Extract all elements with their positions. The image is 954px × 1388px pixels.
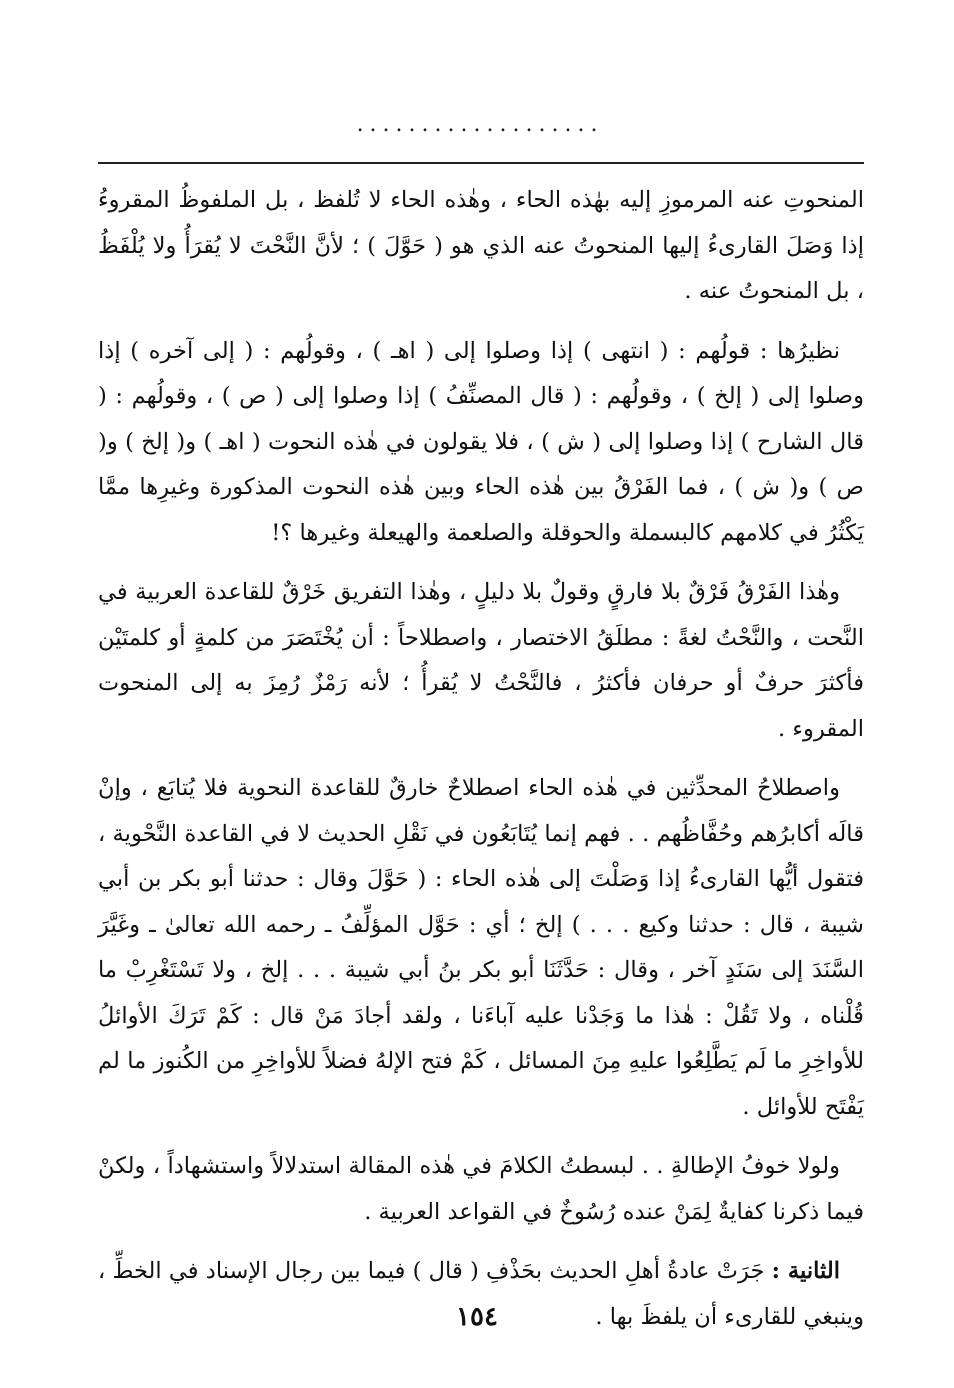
paragraph-text: وهٰذا الفَرْقُ فَرْقٌ بلا فارقٍ وقولٌ بلا دليلٍ ، وهٰذا التفريق خَرْقٌ للقاعدة العربية في النَّحت ، والنَّحْتُ لغةً : مطلَقُ الاختصار ، واصطلاحاً : أن يُخْتَصَرَ من كلمةٍ أو كلمتَيْن فأكثرَ حرفٌ أو حرفان فأكثرُ ، فالنَّحْتُ لا يُقرأُ ؛ لأنه رَمْزٌ رُمِزَ به إلى المنحوت المقروء .	[98, 579, 864, 742]
header-rule	[98, 162, 864, 164]
page-number: ١٥٤	[456, 1302, 498, 1332]
paragraph-text: واصطلاحُ المحدِّثين في هٰذه الحاء اصطلاحٌ خارقٌ للقاعدة النحوية فلا يُتابَع ، وإنْ قالَه أكابرُهم وحُفَّاظُهم . . فهم إنما يُتَابَعُون في نَقْلِ الحديث لا في القاعدة النَّحْوية ، فتقول أيُّها القارىءُ إذا وَصَلْتَ إلى هٰذه الحاء : ( حَوَّلَ وقال : حدثنا أبو بكر بن أبي شيبة ، قال : حدثنا وكيع . . . ) إلخ ؛ أي : حَوَّل المؤلِّفُ ـ رحمه الله تعالىٰ ـ وغَيَّرَ السَّنَدَ إلى سَنَدٍ آخر ، وقال : حَدَّثَنَا أبو بكر بنُ أبي شيبة . . . إلخ ، ولا تَسْتَغْرِبْ ما قُلْناه ، ولا تَقُلْ : هٰذا ما وَجَدْنا عليه آباءَنا ، ولقد أجادَ مَنْ قال : كَمْ تَرَكَ الأوائلُ للأواخِرِ ما لَم يَطَّلِعُوا عليهِ مِنَ المسائل ، كَمْ فتح الإلهُ فضلاً للأواخِرِ من الكُنوز ما لم يَفْتَح للأوائل .	[98, 775, 864, 1120]
paragraph-text: نظيرُها : قولُهم : ( انتهى ) إذا وصلوا إلى ( اهـ ) ، وقولُهم : ( إلى آخره ) إذا وصلوا إلى ( إلخ ) ، وقولُهم : ( قال المصنِّفُ ) إذا وصلوا إلى ( ص ) ، وقولُهم : ( قال الشارح ) إذا وصلوا إلى ( ش ) ، فلا يقولون في هٰذه النحوت ( اهـ ) و( إلخ ) و( ص ) و( ش ) ، فما الفَرْقُ بين هٰذه الحاء وبين هٰذه النحوت المذكورة وغيرِها ممَّا يَكْثُرُ في كلامهم كالبسملة والحوقلة والصلعمة والهيعلة وغيرها ؟!	[98, 337, 864, 546]
paragraph-text: جَرَتْ عادةُ أهلِ الحديث بحَذْفِ ( قال ) فيما بين رجال الإسناد في الخطِّ ، وينبغي للقارىء أن يلفظَ بها .	[98, 1258, 864, 1330]
body-text	[98, 178, 864, 1354]
paragraph-5	[98, 1144, 864, 1235]
paragraph-4	[98, 766, 864, 1130]
paragraph-text: المنحوتِ عنه المرموزِ إليه بهٰذه الحاء ، وهٰذه الحاء لا تُلفظ ، بل الملفوظُ المقروءُ إذا وَصَلَ القارىءُ إليها المنحوتُ عنه الذي هو ( حَوَّلَ ) ؛ لأنَّ النَّحْتَ لا يُقرَأُ ولا يُلْفَظُ ، بل المنحوتُ عنه .	[98, 187, 864, 304]
paragraph-1	[98, 178, 864, 315]
paragraph-3	[98, 570, 864, 752]
paragraph-lead-word: الثانية :	[771, 1258, 840, 1284]
paragraph-2	[98, 329, 864, 557]
header-dotted-line: ...................	[356, 112, 604, 137]
paragraph-text: ولولا خوفُ الإطالةِ . . لبسطتُ الكلامَ في هٰذه المقالة استدلالاً واستشهاداً ، ولكنْ فيما ذكرنا كفايةٌ لِمَنْ عنده رُسُوخٌ في القواعد العربية .	[98, 1153, 864, 1225]
